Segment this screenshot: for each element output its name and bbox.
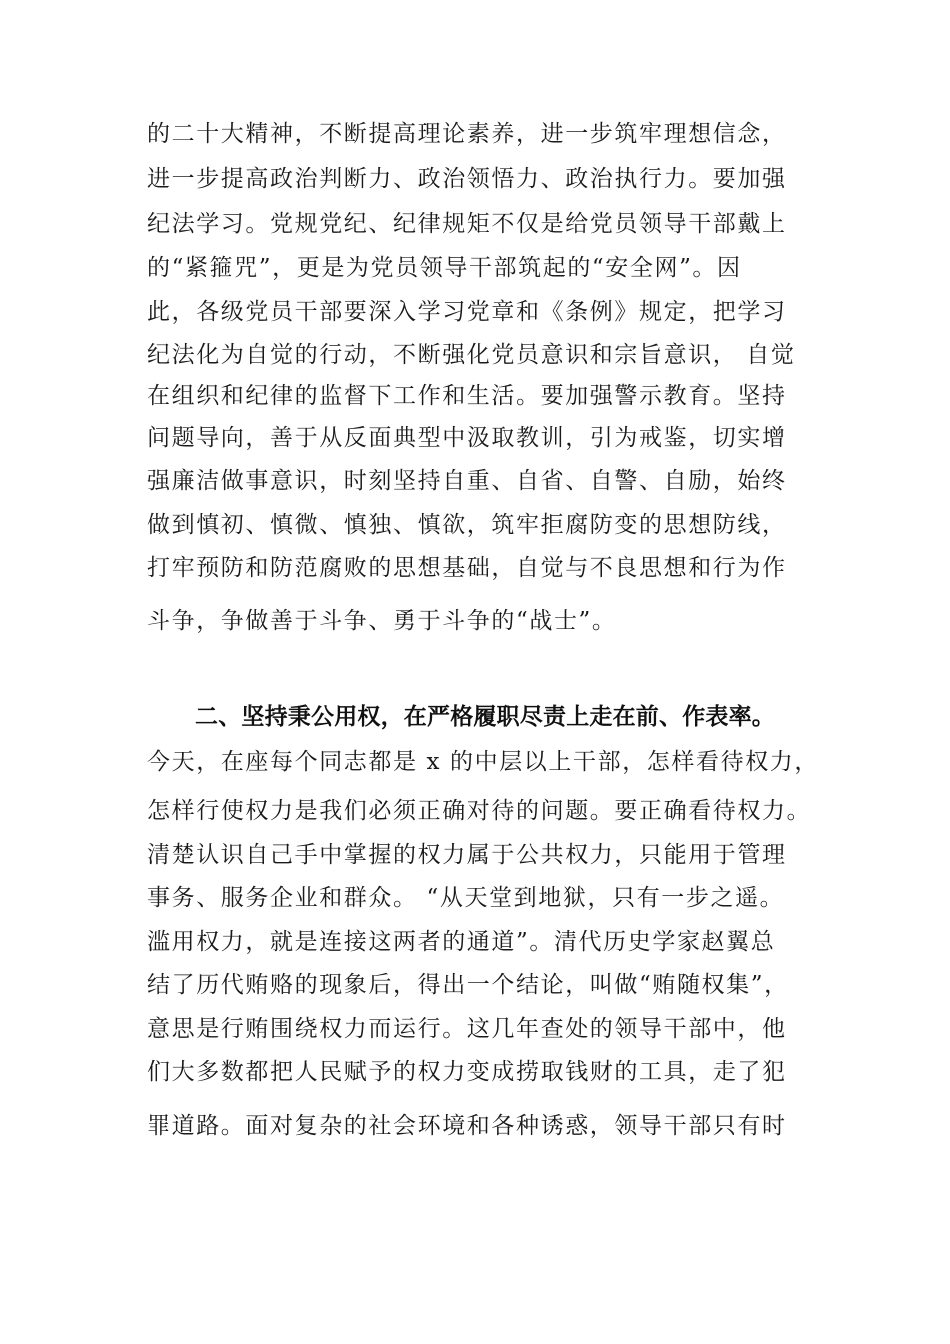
text-line: 在组织和纪律的监督下工作和生活。要加强警示教育。坚持	[147, 383, 787, 409]
text-line: 纪法化为自觉的行动，不断强化党员意识和宗旨意识， 自觉	[147, 342, 796, 368]
text-line: 强廉洁做事意识，时刻坚持自重、自省、自警、自励，始终	[147, 468, 787, 494]
text-line: 的“紧箍咒”，更是为党员领导干部筑起的“安全网”。因	[147, 255, 742, 281]
text-line: 意思是行贿围绕权力而运行。这几年查处的领导干部中，他	[147, 1016, 787, 1042]
text-line: 结了历代贿赂的现象后，得出一个结论，叫做“贿随权集”，	[147, 972, 789, 998]
text-line: 进一步提高政治判断力、政治领悟力、政治执行力。要加强	[147, 166, 787, 192]
section-heading: 二、坚持秉公用权，在严格履职尽责上走在前、作表率。	[195, 704, 775, 730]
text-line: 做到慎初、慎微、慎独、慎欲，筑牢拒腐防变的思想防线，	[147, 512, 787, 538]
text-line: 的二十大精神，不断提高理论素养，进一步筑牢理想信念，	[147, 121, 787, 147]
text-line: 打牢预防和防范腐败的思想基础，自觉与不良思想和行为作	[147, 555, 787, 581]
text-line: 此，各级党员干部要深入学习党章和《条例》规定，把学习	[147, 299, 787, 325]
text-line: 滥用权力，就是连接这两者的通道”。清代历史学家赵翼总	[147, 929, 776, 955]
text-line: 怎样行使权力是我们必须正确对待的问题。要正确看待权力。	[147, 798, 812, 824]
text-line: 问题导向，善于从反面典型中汲取教训，引为戒鉴，切实增	[147, 425, 787, 451]
text-line: 清楚认识自己手中掌握的权力属于公共权力，只能用于管理	[147, 842, 787, 868]
text-line: 罪道路。面对复杂的社会环境和各种诱惑，领导干部只有时	[147, 1113, 787, 1139]
text-line: 事务、服务企业和群众。 “从天堂到地狱，只有一步之遥。	[147, 885, 785, 911]
text-line: 今天，在座每个同志都是 x 的中层以上干部，怎样看待权力，	[147, 749, 819, 775]
text-line: 们大多数都把人民赋予的权力变成捞取钱财的工具，走了犯	[147, 1059, 787, 1085]
text-line: 斗争，争做善于斗争、勇于斗争的“战士”。	[147, 608, 617, 634]
text-line: 纪法学习。党规党纪、纪律规矩不仅是给党员领导干部戴上	[147, 211, 787, 237]
